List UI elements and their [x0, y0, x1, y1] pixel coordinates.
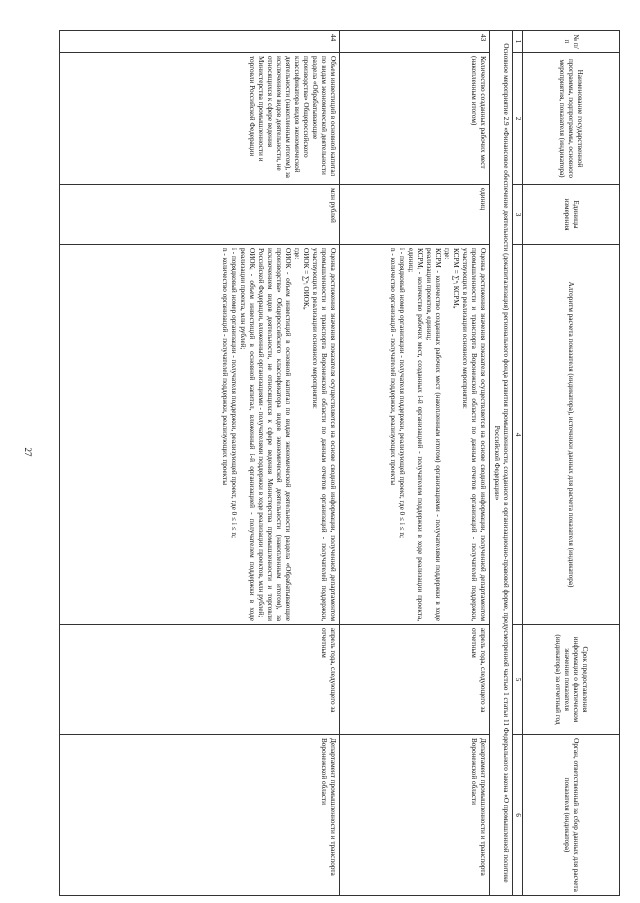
deadline-cell: апрель года, следующего за отчетным	[340, 625, 490, 735]
algorithm-line: ОИОКᵢ - объем инвестиций в основной капитал, вложенный i-й организацией - получателем поддержки в ходе реализации проекта, млн рублей;	[239, 248, 256, 621]
row-number: 44	[60, 31, 340, 53]
section-row	[490, 31, 513, 896]
column-number: 1	[513, 31, 523, 53]
header-unit: Единицы измерения	[523, 185, 620, 245]
header-name: Наименование государственной программы, подпрограммы, основного мероприятия, показателя (индикатора)	[523, 53, 620, 185]
algorithm-line: где:	[293, 248, 301, 260]
row-number: 43	[340, 31, 490, 53]
algorithm-line: КСРМᵢ - количество рабочих мест, созданных i-й организацией - получателем поддержки в ходе реализации проекта, единиц;	[407, 248, 424, 621]
column-number: 6	[513, 735, 523, 896]
organ-cell: Департамент промышленности и транспорта Воронежской области	[60, 735, 340, 896]
deadline-cell: апрель года, следующего за отчетным	[60, 625, 340, 735]
organ-cell: Департамент промышленности и транспорта Воронежской области	[340, 735, 490, 896]
page-number: 27	[23, 447, 33, 457]
indicator-name: Количество созданных рабочих мест (накопленным итогом)	[340, 53, 490, 185]
indicator-table	[59, 30, 620, 896]
formula: КСРМ = ∑ⁿᵢ КСРМᵢ,	[452, 248, 460, 309]
algorithm-line: i - порядковый номер организации - получателя поддержки, реализующей проект, где 0 ≤ i ≤ n;	[398, 248, 406, 538]
algorithm-line: Оценка достижения значения показателя осуществляется на основе сводной информации, полученной департаментом промышленности и транспорта Воронежской области по данным отчетов организаций - получателей поддержки, участвующих в реализации основного мероприятия:	[311, 248, 337, 621]
formula: ОИОК = ∑ⁿᵢ ОИОКᵢ,	[302, 248, 310, 310]
header-num: № п/п	[523, 31, 620, 53]
header-organ: Орган, ответственный за сбор данных для расчета показателя (индикатора)	[523, 735, 620, 896]
unit-cell: единиц	[340, 185, 490, 245]
algorithm-cell	[340, 245, 490, 625]
column-number: 4	[513, 245, 523, 625]
algorithm-line: где:	[443, 248, 451, 260]
column-number: 5	[513, 625, 523, 735]
algorithm-line: i - порядковый номер организации - получателя поддержки, реализующей проект, где 0 ≤ i ≤ n;	[230, 248, 238, 538]
document-page	[60, 30, 620, 895]
algorithm-line: КСРМ - количество созданных рабочих мест (накопленным итогом) организациями - получателями поддержки в ходе реализации проектов, единиц;	[425, 248, 442, 621]
indicator-name: Объем инвестиций в основной капитал по видам экономической деятельности раздела «Обрабатывающие производства» Общероссийского классификатора видов экономической деятельности (накопленным итогом), за исключением видов деятельности, не относящихся к сфере ведения Министерства промышленности и торговли Российской Федерации	[60, 53, 340, 185]
algorithm-cell	[60, 245, 340, 625]
unit-cell: млн рублей	[60, 185, 340, 245]
column-number-row	[513, 31, 523, 896]
table-row	[60, 31, 340, 896]
algorithm-line: ОИОК - объем инвестиций в основной капитал по видам экономической деятельности раздела «Обрабатывающие производства» Общероссийского классификатора видов экономической деятельности (накопленным итогом), за исключением видов деятельности, не относящихся к сфере ведения Министерства промышленности и торговли Российской Федерации, вложенный организациями - получателями поддержки в ходе реализации проектов, млн рублей;	[257, 248, 292, 621]
column-number: 3	[513, 185, 523, 245]
algorithm-line: Оценка достижения значения показателя осуществляется на основе сводной информации, полученной департаментом промышленности и транспорта Воронежской области по данным отчетов организаций - получателей поддержки, участвующих в реализации основного мероприятия:	[461, 248, 487, 621]
header-deadline: Срок предоставления информации о фактическом значении показателя (индикатора) за отчетный год	[523, 625, 620, 735]
table-row	[340, 31, 490, 896]
header-row	[523, 31, 620, 896]
section-title: Основное мероприятие 2.9 «Финансовое обеспечение деятельности (докапитализация) регионального фонда развития промышленности, созданного в организационно-правовой форме, предусмотренной частью 1 статьи 11 Федерального закона «О промышленной политике Российской Федерации»	[490, 31, 513, 896]
header-algorithm: Алгоритм расчета показателя (индикатора), источники данных для расчета показателя (индикатора)	[523, 245, 620, 625]
column-number: 2	[513, 53, 523, 185]
algorithm-line: n - количество организаций - получателей поддержки, реализующих проекты	[221, 248, 229, 486]
algorithm-line: n - количество организаций - получателей поддержки, реализующих проекты	[389, 248, 397, 486]
